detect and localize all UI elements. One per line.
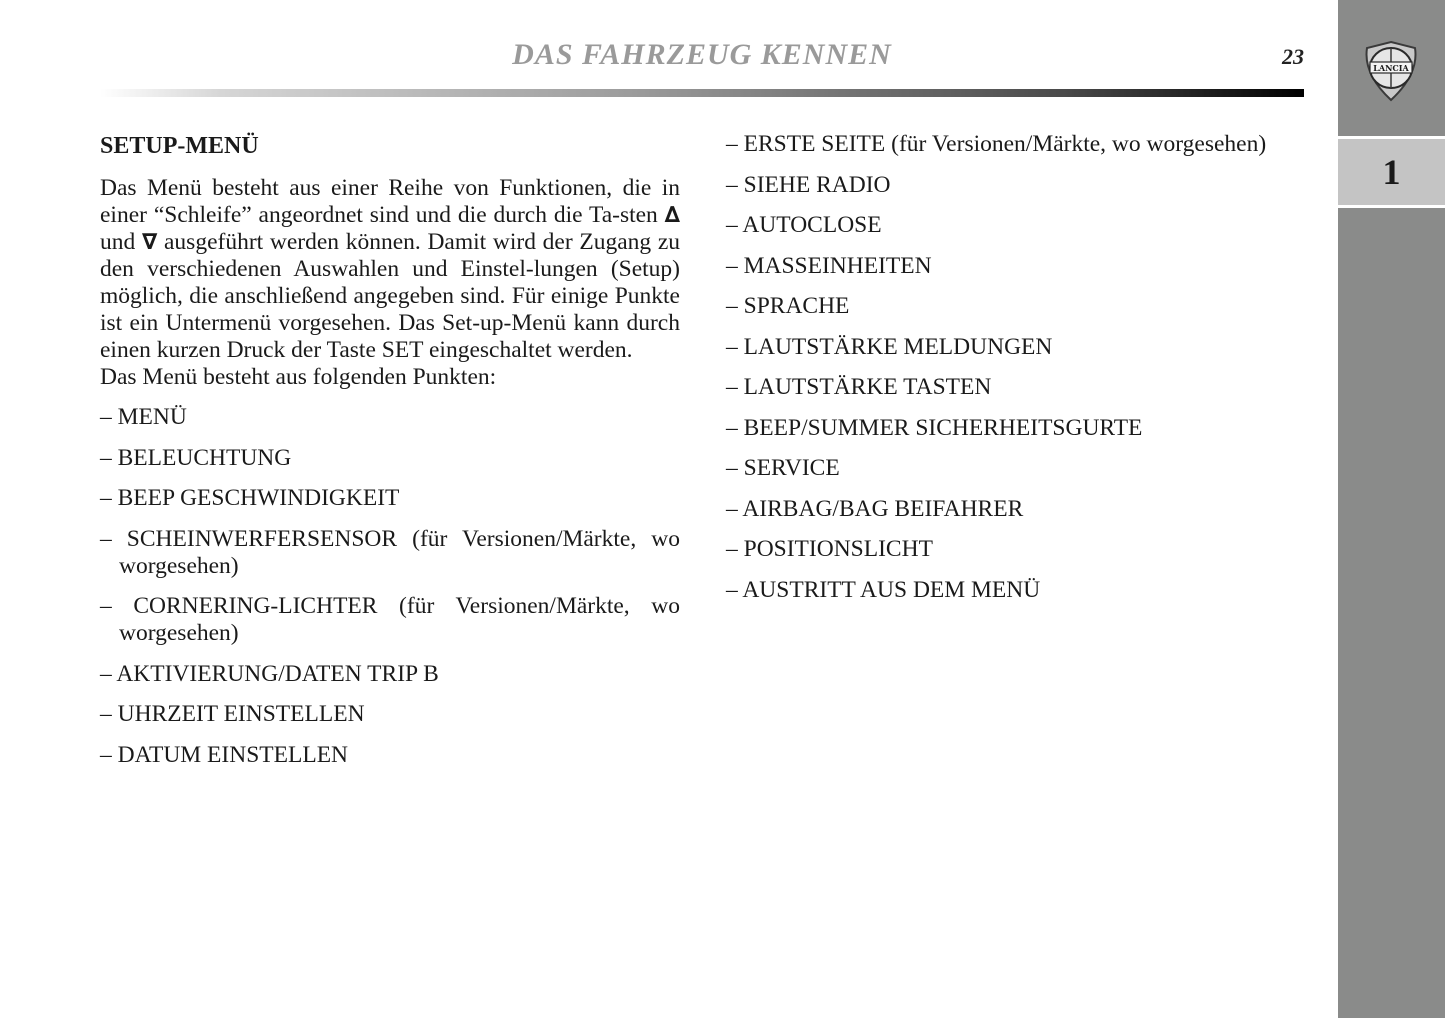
triangle-up-icon: ∆: [664, 203, 680, 228]
list-intro: Das Menü besteht aus folgenden Punkten:: [100, 364, 497, 390]
list-item: – ERSTE SEITE (für Versionen/Märkte, wo worgesehen): [726, 131, 1267, 157]
list-item: – AUTOCLOSE: [726, 212, 882, 238]
list-item: – MENÜ: [100, 404, 187, 430]
list-item: – BELEUCHTUNG: [100, 444, 292, 471]
right-column: [726, 131, 1311, 617]
list-item: – CORNERING-LICHTER (für Versionen/Märkte, wo worgesehen): [100, 593, 680, 646]
intro-paragraph: [100, 175, 680, 364]
list-item: – LAUTSTÄRKE TASTEN: [726, 374, 992, 400]
list-item: – AIRBAG/BAG BEIFAHRER: [726, 495, 1024, 522]
page-number: 23: [1282, 44, 1304, 69]
list-item: – BEEP GESCHWINDIGKEIT: [100, 485, 400, 511]
lancia-logo: [1361, 40, 1421, 102]
list-item: – POSITIONSLICHT: [726, 536, 933, 562]
list-item: – SCHEINWERFERSENSOR (für Versionen/Märkte, wo worgesehen): [100, 525, 680, 579]
list-item: – AUSTRITT AUS DEM MENÜ: [726, 576, 1041, 603]
chapter-tab: [1338, 136, 1445, 208]
intro-text-and: und: [100, 229, 142, 255]
left-column: [100, 131, 680, 782]
list-item: – SPRACHE: [726, 293, 850, 319]
list-item: – LAUTSTÄRKE MELDUNGEN: [726, 333, 1053, 360]
list-item: – MASSEINHEITEN: [726, 252, 932, 279]
intro-text-start: Das Menü besteht aus einer Reihe von Funktionen, die in einer “Schleife” angeordnet sind und die durch die Ta-sten: [100, 175, 680, 228]
list-item: – DATUM EINSTELLEN: [100, 741, 349, 768]
list-item: – BEEP/SUMMER SICHERHEITSGURTE: [726, 414, 1143, 441]
list-item: – SIEHE RADIO: [726, 171, 891, 198]
header-rule: [100, 89, 1304, 97]
page-header-title: DAS FAHRZEUG KENNEN: [512, 38, 892, 71]
list-item: – AKTIVIERUNG/DATEN TRIP B: [100, 660, 439, 687]
section-title: SETUP-MENÜ: [100, 133, 259, 159]
menu-list-left: [100, 404, 680, 769]
list-item: – SERVICE: [726, 455, 840, 481]
menu-list-right: [726, 131, 1311, 604]
list-item: – UHRZEIT EINSTELLEN: [100, 701, 365, 727]
intro-text-end: ausgeführt werden können. Damit wird der Zugang zu den verschiedenen Auswahlen und Einstel-lungen (Setup) möglich, die anschließend angegeben sind. Für einige Punkte ist ein Untermenü vorgesehen. Das Set-up-Menü kann durch einen kurzen Druck der Taste SET eingeschaltet werden.: [100, 229, 681, 363]
chapter-number: 1: [1382, 152, 1401, 192]
svg-text:LANCIA: LANCIA: [1373, 63, 1409, 73]
triangle-down-icon: ∇: [141, 230, 158, 255]
